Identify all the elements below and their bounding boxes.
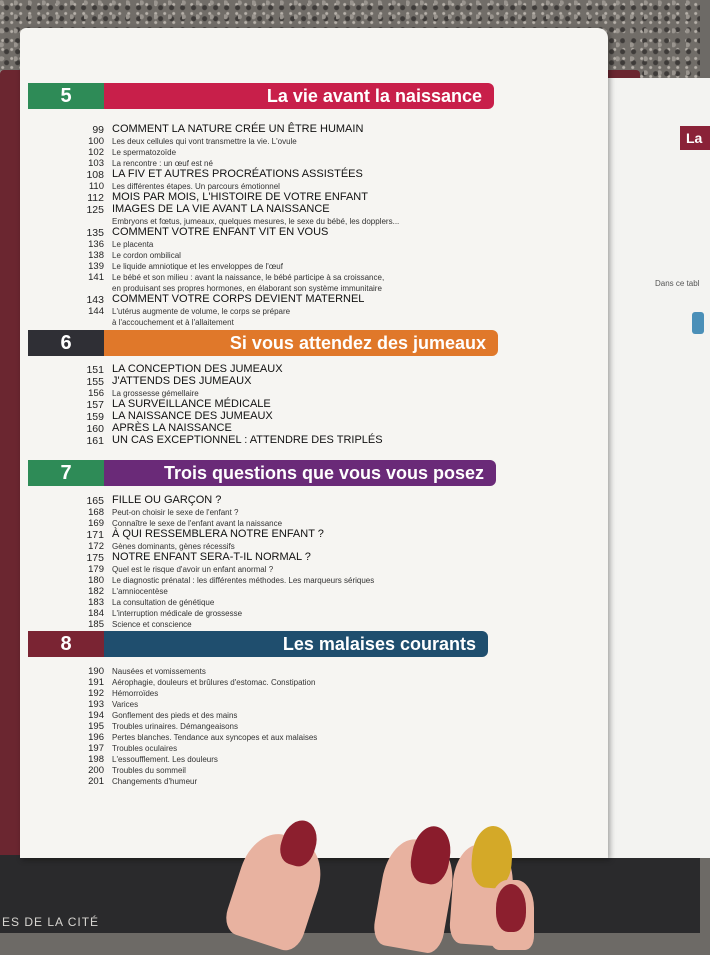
- entry-title: Les différentes étapes. Un parcours émotionnel: [112, 182, 280, 191]
- entry-title: Nausées et vomissements: [112, 667, 206, 676]
- section-number: 8: [28, 631, 104, 657]
- page-number: 103: [88, 158, 104, 169]
- entry-title: J'ATTENDS DES JUMEAUX: [112, 375, 252, 387]
- entry-title: Pertes blanches. Tendance aux syncopes et aux malaises: [112, 733, 318, 742]
- publisher-text: ES DE LA CITÉ: [2, 915, 100, 929]
- page-number: 139: [88, 261, 104, 272]
- page-number: 201: [88, 776, 104, 787]
- entry-title: La consultation de génétique: [112, 598, 215, 607]
- page-number: 110: [88, 181, 104, 192]
- entry-title: L'essoufflement. Les douleurs: [112, 755, 218, 764]
- entry-title: Les deux cellules qui vont transmettre la vie. L'ovule: [112, 137, 297, 146]
- page-number: 182: [88, 586, 104, 597]
- book-bottom-edge: [0, 855, 700, 933]
- page-number: 183: [88, 597, 104, 608]
- page-number: 179: [88, 564, 104, 575]
- page-number: 172: [88, 541, 104, 552]
- entry-title: FILLE OU GARÇON ?: [112, 494, 222, 506]
- entry-title: Changements d'humeur: [112, 777, 198, 786]
- page-number: 161: [86, 435, 104, 447]
- page-number: 100: [88, 136, 104, 147]
- entry-title: APRÈS LA NAISSANCE: [112, 422, 232, 434]
- entry-title: COMMENT VOTRE ENFANT VIT EN VOUS: [112, 226, 329, 238]
- entry-title: Le diagnostic prénatal : les différentes méthodes. Les marqueurs sériques: [112, 576, 375, 585]
- page-number: 143: [86, 294, 104, 306]
- section-title: Trois questions que vous vous posez: [104, 460, 496, 486]
- entry-title: NOTRE ENFANT SERA-T-IL NORMAL ?: [112, 551, 311, 563]
- page-number: 193: [88, 699, 104, 710]
- entry-title: MOIS PAR MOIS, L'HISTOIRE DE VOTRE ENFANT: [112, 191, 368, 203]
- entry-title: La rencontre : un œuf est né: [112, 159, 213, 168]
- entry-title: en produisant ses propres hormones, en élaborant son système immunitaire: [112, 284, 382, 293]
- entry-title: L'amniocentèse: [112, 587, 168, 596]
- page-number: 159: [86, 411, 104, 423]
- entry-title: Peut-on choisir le sexe de l'enfant ?: [112, 508, 239, 517]
- entry-title: Troubles urinaires. Démangeaisons: [112, 722, 238, 731]
- entry-title: Le liquide amniotique et les enveloppes de l'œuf: [112, 262, 283, 271]
- page-number: 200: [88, 765, 104, 776]
- page-number: 138: [88, 250, 104, 261]
- entry-title: Le cordon ombilical: [112, 251, 181, 260]
- entry-title: Troubles oculaires: [112, 744, 178, 753]
- entry-title: IMAGES DE LA VIE AVANT LA NAISSANCE: [112, 203, 330, 215]
- page-number: 151: [86, 364, 104, 376]
- page-number: 175: [86, 552, 104, 564]
- contents-page: [20, 28, 608, 858]
- page-number: 144: [88, 306, 104, 317]
- entry-title: COMMENT LA NATURE CRÉE UN ÊTRE HUMAIN: [112, 123, 364, 135]
- section-header: [28, 330, 498, 356]
- entry-title: À QUI RESSEMBLERA NOTRE ENFANT ?: [112, 528, 324, 540]
- page-number: 99: [92, 124, 104, 136]
- page-number: 112: [87, 192, 104, 204]
- entry-title: L'utérus augmente de volume, le corps se prépare: [112, 307, 291, 316]
- page-number: 157: [86, 399, 104, 411]
- page-number: 197: [88, 743, 104, 754]
- entry-title: à l'accouchement et à l'allaitement: [112, 318, 234, 327]
- page-number: 194: [88, 710, 104, 721]
- page-number: 190: [88, 666, 104, 677]
- right-page-tab: La: [680, 126, 710, 150]
- entry-title: LA NAISSANCE DES JUMEAUX: [112, 410, 273, 422]
- entry-title: Le bébé et son milieu : avant la naissance, le bébé participe à sa croissance,: [112, 273, 385, 282]
- page-number: 198: [88, 754, 104, 765]
- page-number: 102: [88, 147, 104, 158]
- section-title: Les malaises courants: [104, 631, 488, 657]
- entry-title: Troubles du sommeil: [112, 766, 186, 775]
- entry-title: L'interruption médicale de grossesse: [112, 609, 243, 618]
- entry-title: Science et conscience: [112, 620, 192, 629]
- page-number: 196: [88, 732, 104, 743]
- page-number: 169: [88, 518, 104, 529]
- page-number: 185: [88, 619, 104, 630]
- section-header: [28, 631, 488, 657]
- entry-title: Le spermatozoïde: [112, 148, 177, 157]
- section-number: 6: [28, 330, 104, 356]
- page-number: 165: [86, 495, 104, 507]
- page-number: 136: [88, 239, 104, 250]
- entry-title: Connaître le sexe de l'enfant avant la naissance: [112, 519, 283, 528]
- entry-title: Hémorroïdes: [112, 689, 159, 698]
- page-number: 184: [88, 608, 104, 619]
- right-page-blue-tab: [692, 312, 704, 334]
- entry-title: LA CONCEPTION DES JUMEAUX: [112, 363, 283, 375]
- entry-title: Gènes dominants, gènes récessifs: [112, 542, 235, 551]
- section-title: La vie avant la naissance: [104, 83, 494, 109]
- entry-title: Varices: [112, 700, 139, 709]
- page-number: 156: [88, 388, 104, 399]
- page-number: 125: [86, 204, 104, 216]
- entry-title: Aérophagie, douleurs et brûlures d'estomac. Constipation: [112, 678, 316, 687]
- section-header: [28, 460, 496, 486]
- section-number: 5: [28, 83, 104, 109]
- page-number: 195: [88, 721, 104, 732]
- page-number: 192: [88, 688, 104, 699]
- section-number: 7: [28, 460, 104, 486]
- entry-title: Quel est le risque d'avoir un enfant anormal ?: [112, 565, 274, 574]
- page-number: 191: [88, 677, 104, 688]
- page-number: 135: [86, 227, 104, 239]
- page-number: 155: [86, 376, 104, 388]
- page-number: 171: [86, 529, 104, 541]
- page-number: 168: [88, 507, 104, 518]
- red-nail-icon: [496, 884, 526, 932]
- page-number: 108: [86, 169, 104, 181]
- entry-title: Embryons et fœtus, jumeaux, quelques mesures, le sexe du bébé, les dopplers...: [112, 217, 400, 226]
- page-number: 160: [86, 423, 104, 435]
- entry-title: COMMENT VOTRE CORPS DEVIENT MATERNEL: [112, 293, 365, 305]
- entry-title: La grossesse gémellaire: [112, 389, 199, 398]
- right-page-text: Dans ce tabl: [655, 279, 700, 288]
- entry-title: Gonflement des pieds et des mains: [112, 711, 238, 720]
- entry-title: LA SURVEILLANCE MÉDICALE: [112, 398, 271, 410]
- entry-title: Le placenta: [112, 240, 154, 249]
- section-title: Si vous attendez des jumeaux: [104, 330, 498, 356]
- page-number: 180: [88, 575, 104, 586]
- entry-title: UN CAS EXCEPTIONNEL : ATTENDRE DES TRIPLÉS: [112, 434, 383, 446]
- page-number: 141: [88, 272, 104, 283]
- section-header: [28, 83, 494, 109]
- entry-title: LA FIV ET AUTRES PROCRÉATIONS ASSISTÉES: [112, 168, 363, 180]
